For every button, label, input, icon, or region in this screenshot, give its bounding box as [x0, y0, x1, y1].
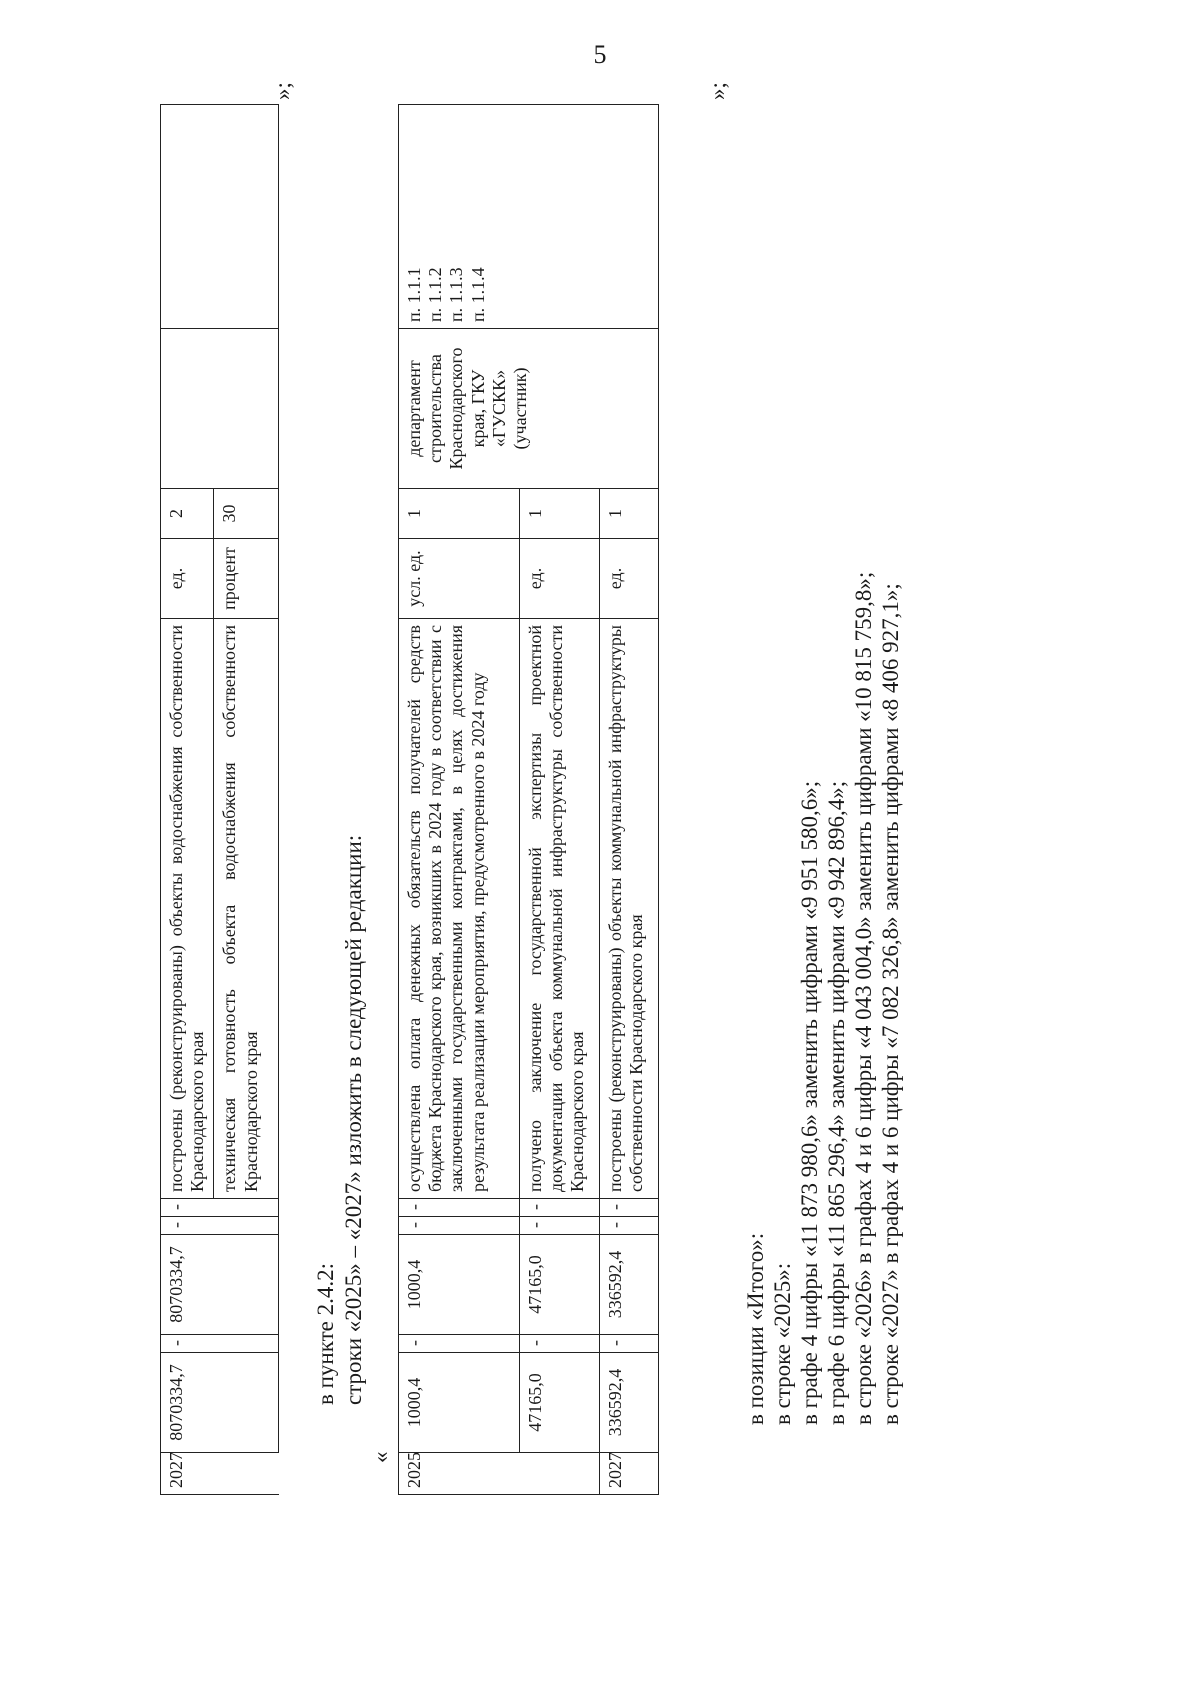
reference-item: п. 1.1.4 — [467, 267, 488, 322]
table-continuation — [160, 104, 279, 1495]
amount-cell: - — [161, 1335, 279, 1353]
value-cell: 30 — [214, 489, 279, 539]
amount-cell: - — [600, 1335, 659, 1353]
amount-cell: 47165,0 — [519, 1353, 600, 1453]
year-cell: 2025 — [399, 1453, 520, 1495]
closing-quote: »; — [705, 82, 730, 100]
rotated-content — [160, 75, 940, 1555]
table-row — [399, 105, 520, 1495]
result-cell: построены (реконструированы) объекты коммунальной инфраструктуры собственности Краснодарского края — [600, 619, 659, 1199]
reference-cell — [161, 105, 279, 329]
executor-cell: департамент строительства Краснодарского края, ГКУ «ГУСКК» (участник) — [399, 329, 659, 489]
reference-item: п. 1.1.2 — [425, 267, 446, 322]
amount-cell: 1000,4 — [399, 1353, 520, 1453]
instruction-line: в графе 4 цифры «11 873 980,6» заменить цифрами «9 951 580,6»; — [797, 780, 822, 1425]
year-cell: 2027 — [600, 1453, 659, 1495]
value-cell: 1 — [399, 489, 520, 539]
page-number: 5 — [593, 40, 607, 69]
instruction-line: в строке «2025»: — [770, 1262, 795, 1425]
reference-item: п. 1.1.3 — [446, 267, 467, 322]
instruction-line: в строке «2027» в графах 4 и 6 цифры «7 082 326,8» заменить цифрами «8 406 927,1»; — [878, 583, 903, 1425]
opening-quote: « — [368, 1451, 393, 1463]
amount-cell: - — [600, 1217, 659, 1235]
amount-cell: - — [161, 1217, 279, 1235]
amount-cell: - — [519, 1335, 600, 1353]
amount-cell: - — [161, 1199, 279, 1217]
value-cell: 2 — [161, 489, 214, 539]
amount-cell: 47165,0 — [519, 1235, 600, 1335]
result-cell: построены (реконструированы) объекты водоснабжения собственности Краснодарского края — [161, 619, 214, 1199]
table-row — [161, 105, 214, 1495]
amount-cell: - — [399, 1217, 520, 1235]
value-cell: 1 — [600, 489, 659, 539]
table-new-edition — [398, 104, 659, 1495]
amount-cell: - — [399, 1199, 520, 1217]
unit-cell: ед. — [600, 539, 659, 619]
executor-cell — [161, 329, 279, 489]
closing-quote: »; — [270, 82, 295, 100]
instruction-line: в пункте 2.4.2: — [313, 1263, 338, 1405]
amount-cell: - — [519, 1217, 600, 1235]
result-cell: техническая готовность объекта водоснабжения собственности Краснодарского края — [214, 619, 279, 1199]
amount-cell: 8070334,7 — [161, 1235, 279, 1335]
amount-cell: 8070334,7 — [161, 1353, 279, 1453]
instruction-line: строки «2025» – «2027» изложить в следующей редакции: — [341, 834, 366, 1405]
year-cell — [519, 1453, 600, 1495]
unit-cell: ед. — [519, 539, 600, 619]
reference-cell — [399, 105, 659, 329]
amount-cell: - — [519, 1199, 600, 1217]
instruction-line: в графе 6 цифры «11 865 296,4» заменить цифрами «9 942 896,4»; — [824, 780, 849, 1425]
amount-cell: 336592,4 — [600, 1353, 659, 1453]
amount-cell: 1000,4 — [399, 1235, 520, 1335]
instruction-line: в позиции «Итого»: — [743, 1232, 768, 1425]
value-cell: 1 — [519, 489, 600, 539]
unit-cell: ед. — [161, 539, 214, 619]
amount-cell: 336592,4 — [600, 1235, 659, 1335]
unit-cell: процент — [214, 539, 279, 619]
reference-item: п. 1.1.1 — [404, 267, 424, 322]
result-cell: осуществлена оплата денежных обязательств получателей средств бюджета Краснодарского края, возникших в 2024 году в соответствии с заключенными государственными контрактами, в целях достижения результата реализации мероприятия, предусмотренного в 2024 году — [399, 619, 520, 1199]
unit-cell: усл. ед. — [399, 539, 520, 619]
amount-cell: - — [399, 1335, 520, 1353]
instruction-line: в строке «2026» в графах 4 и 6 цифры «4 043 004,0» заменить цифрами «10 815 759,8»; — [851, 571, 876, 1425]
year-cell: 2027 — [161, 1453, 279, 1495]
result-cell: получено заключение государственной экспертизы проектной документации объекта коммунальной инфраструктуры собственности Краснодарского края — [519, 619, 600, 1199]
amount-cell: - — [600, 1199, 659, 1217]
